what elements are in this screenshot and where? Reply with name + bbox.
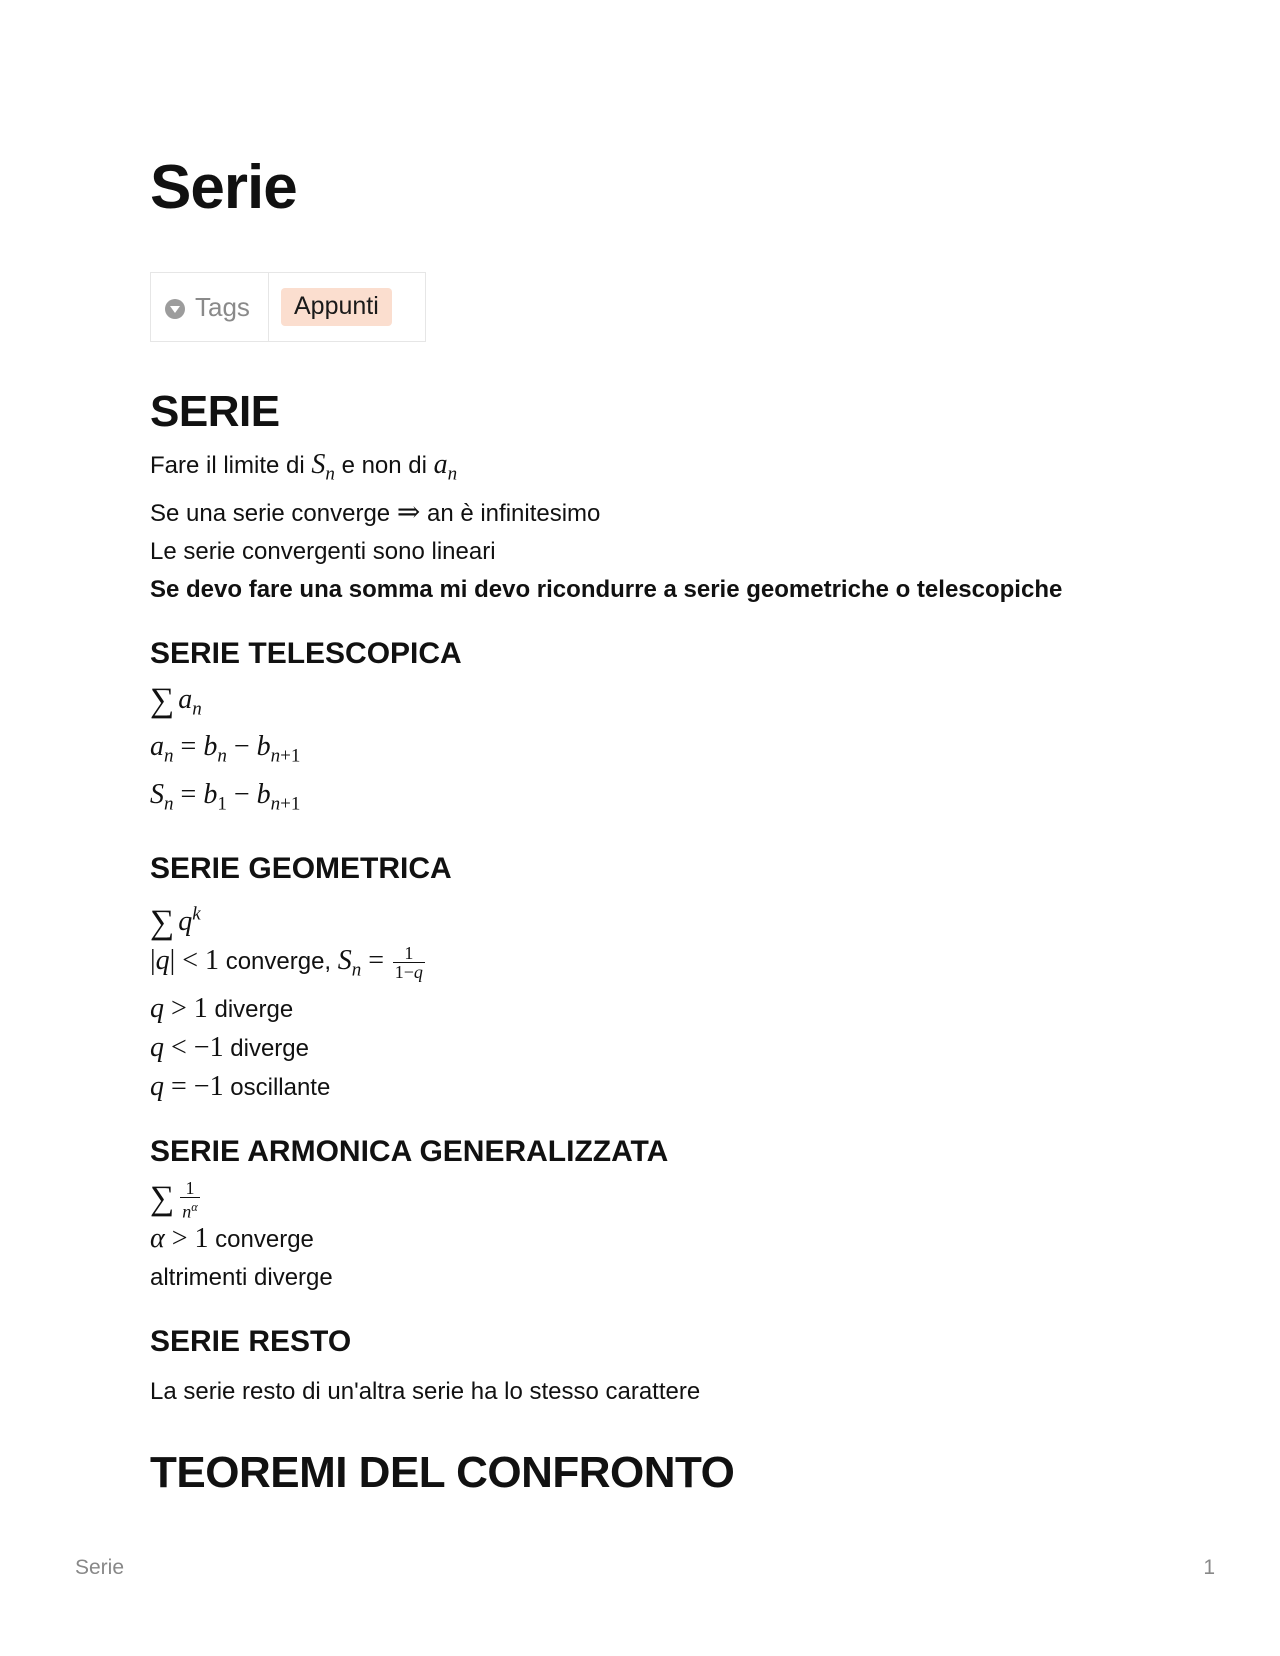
- heading-teoremi-confronto: TEOREMI DEL CONFRONTO: [150, 1448, 735, 1498]
- math-line: α > 1 converge: [150, 1223, 314, 1255]
- property-value-cell[interactable]: [269, 273, 425, 341]
- math-line: q > 1 diverge: [150, 992, 294, 1024]
- tag-badge[interactable]: Appunti: [281, 288, 392, 326]
- math-line: |q| < 1 converge, $S_n$ = $\frac{1}{1-q}$: [150, 943, 423, 983]
- math-line: q < −1 diverge: [150, 1031, 309, 1063]
- text-line: Se una serie converge ⇒ an è infinitesimo: [150, 496, 601, 528]
- fraction: $\frac{1}{1-q}$: [394, 943, 423, 983]
- math-formula: $a_n$: [433, 449, 458, 485]
- content: [150, 384, 1150, 1501]
- heading-serie: SERIE: [150, 387, 280, 436]
- text-line: altrimenti diverge: [150, 1264, 333, 1292]
- heading-serie-resto: SERIE RESTO: [150, 1325, 352, 1359]
- property-row: [150, 272, 426, 342]
- math-formula: $S_n$: [311, 449, 335, 485]
- heading-serie-telescopica: SERIE TELESCOPICA: [150, 636, 462, 670]
- math-line: $S_n = b_1 - b_{n+1}$: [150, 778, 301, 815]
- text-line: La serie resto di un'altra serie ha lo stesso carattere: [150, 1378, 701, 1406]
- property-label-cell[interactable]: [151, 273, 269, 341]
- caret-down-circle-icon: [165, 299, 185, 319]
- math-line: ∑ $a_n$: [150, 681, 202, 720]
- heading-serie-armonica: SERIE ARMONICA GENERALIZZATA: [150, 1134, 669, 1168]
- page-title: Serie: [150, 153, 297, 222]
- text-line: Fare il limite di $S_n$ e non di $a_n$: [150, 449, 458, 485]
- heading-serie-geometrica: SERIE GEOMETRICA: [150, 851, 452, 885]
- text-line: Le serie convergenti sono lineari: [150, 537, 496, 565]
- implies-symbol: ⇒: [396, 496, 421, 528]
- math-line: ∑ $\frac{1}{n^\alpha}$: [150, 1177, 198, 1222]
- text-line-bold: Se devo fare una somma mi devo ricondurre a serie geometriche o telescopiche: [150, 575, 1063, 603]
- property-label: Tags: [195, 291, 250, 322]
- math-line: $a_n = b_n - b_{n+1}$: [150, 731, 301, 767]
- footer-title: Serie: [75, 1556, 125, 1579]
- footer-page-number: 1: [1203, 1556, 1215, 1579]
- math-line: ∑ $q^k$: [150, 903, 201, 942]
- math-line: q = −1 oscillante: [150, 1070, 331, 1102]
